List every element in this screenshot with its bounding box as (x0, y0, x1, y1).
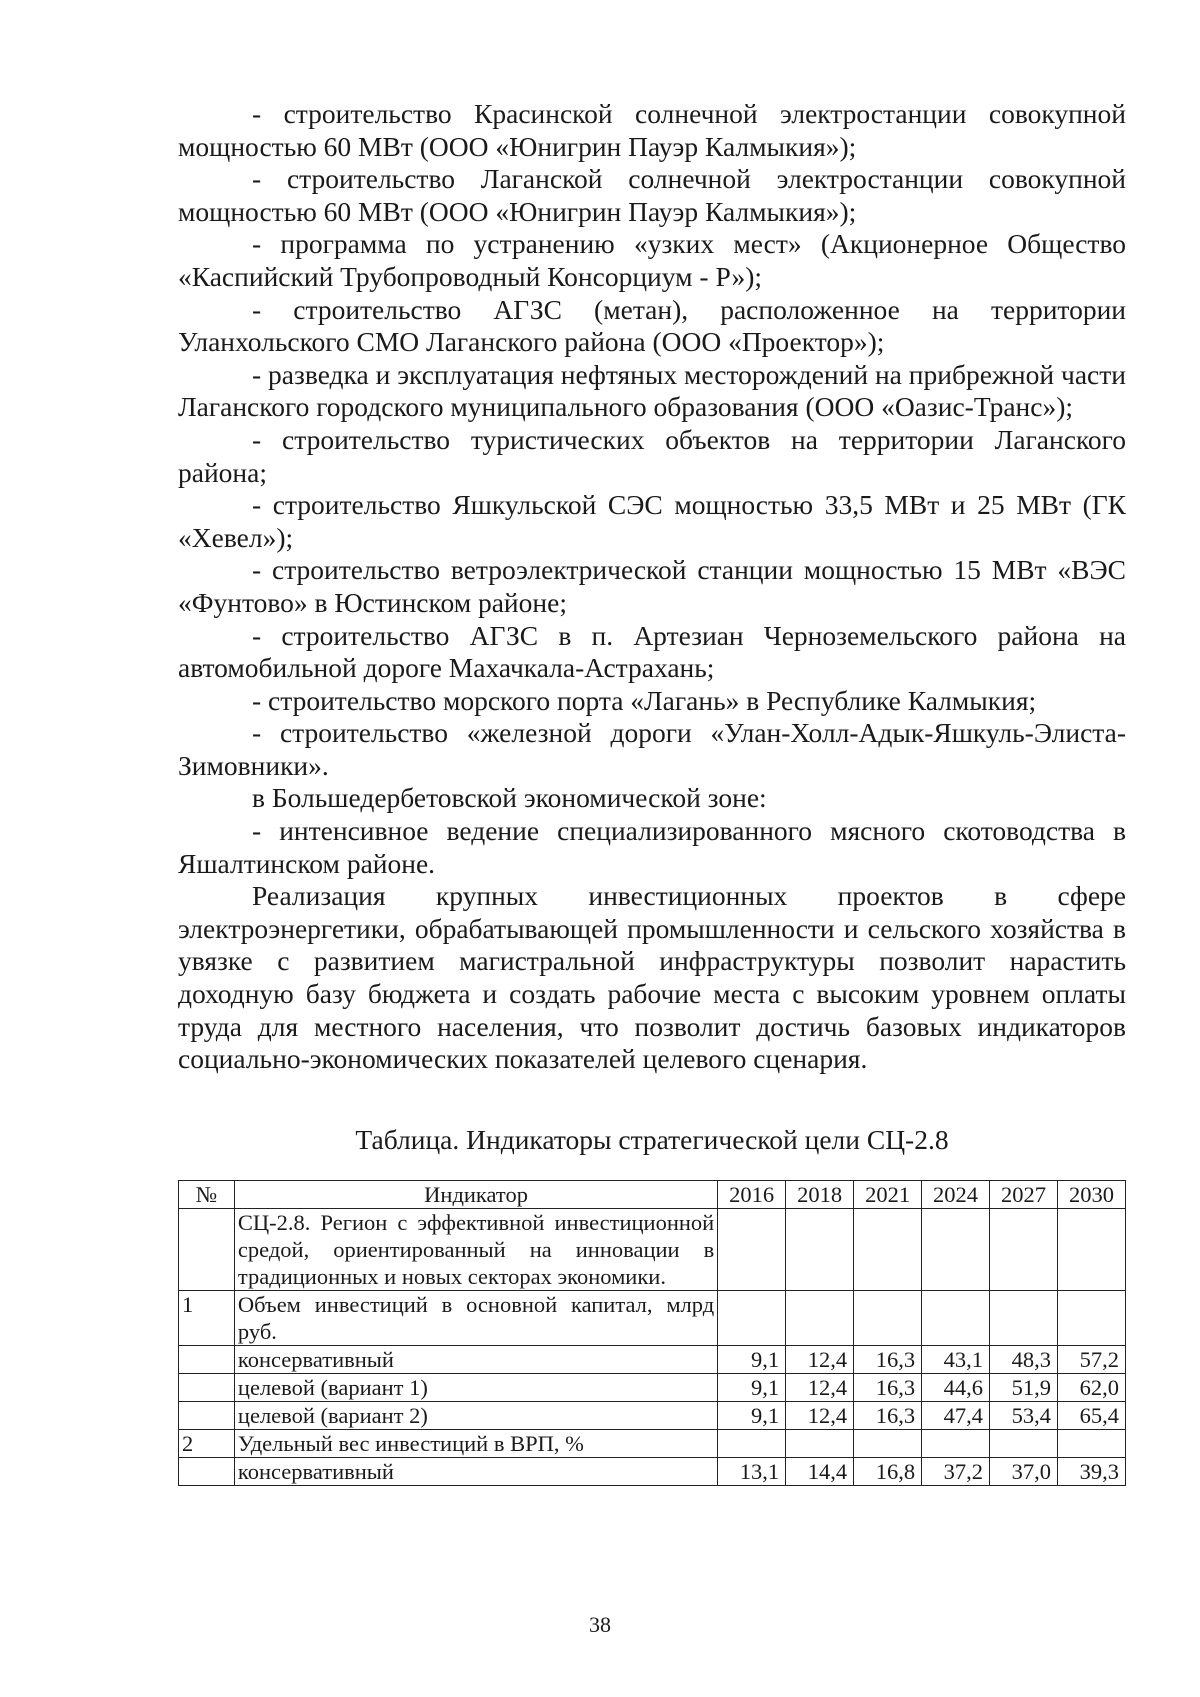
header-cell: 2030 (1057, 1180, 1125, 1208)
table-row (179, 1373, 1126, 1401)
value-cell: 9,1 (718, 1401, 786, 1429)
table-cell (179, 1208, 235, 1290)
value-cell: 14,4 (786, 1457, 854, 1485)
paragraph: - строительство ветроэлектрической станции мощностью 15 МВт «ВЭС «Фунтово» в Юстинском районе; (178, 554, 1126, 618)
value-cell: 12,4 (786, 1345, 854, 1373)
paragraph: - программа по устранению «узких мест» (Акционерное Общество «Каспийский Трубопроводный Консорциум - Р»); (178, 228, 1126, 292)
value-cell: 39,3 (1057, 1457, 1125, 1485)
table-row (179, 1429, 1126, 1457)
header-cell: 2021 (854, 1180, 922, 1208)
paragraph: - строительство АГЗС (метан), расположенное на территории Уланхольского СМО Лаганского района (ООО «Проектор»); (178, 293, 1126, 358)
paragraph: - строительство Красинской солнечной электростанции совокупной мощностью 60 МВт (ООО «Юнигрин Пауэр Калмыкия»); (178, 98, 1126, 162)
scenario-label: консервативный (234, 1345, 717, 1373)
paragraph: Реализация крупных инвестиционных проектов в сфере электроэнергетики, обрабатывающей промышленности и сельского хозяйства в увязке с развитием магистральной инфраструктуры позволит нарастить доходную базу бюджета и создать рабочие места с высоким уровнем оплаты труда для местного населения, что позволит достичь базовых индикаторов социально-экономических показателей целевого сценария. (178, 880, 1126, 1075)
value-cell: 37,2 (922, 1457, 990, 1485)
table-row (179, 1208, 1126, 1290)
paragraph: - строительство туристических объектов на территории Лаганского района; (178, 423, 1126, 488)
value-cell: 16,3 (854, 1401, 922, 1429)
table-row (179, 1457, 1126, 1485)
value-cell: 53,4 (990, 1401, 1058, 1429)
header-cell: 2018 (786, 1180, 854, 1208)
value-cell: 16,8 (854, 1457, 922, 1485)
value-cell: 16,3 (854, 1373, 922, 1401)
scenario-label: целевой (вариант 1) (234, 1373, 717, 1401)
value-cell: 9,1 (718, 1373, 786, 1401)
value-cell: 65,4 (1057, 1401, 1125, 1429)
paragraph: - интенсивное ведение специализированного мясного скотоводства в Яшалтинском районе. (178, 815, 1126, 879)
document-page (178, 98, 1126, 1486)
table-caption: Таблица. Индикаторы стратегической цели СЦ-2.8 (355, 1123, 949, 1155)
header-cell: Индикатор (234, 1180, 717, 1208)
table-row (179, 1345, 1126, 1373)
value-cell: 57,2 (1057, 1345, 1125, 1373)
paragraph: - строительство Яшкульской СЭС мощностью 33,5 МВт и 25 МВт (ГК «Хевел»); (178, 489, 1126, 553)
header-cell: 2024 (922, 1180, 990, 1208)
goal-description: СЦ-2.8. Регион с эффективной инвестиционной средой, ориентированный на инновации в традиционных и новых секторах экономики. (234, 1208, 717, 1290)
value-cell: 47,4 (922, 1401, 990, 1429)
page-number: 38 (589, 1612, 611, 1637)
value-cell: 12,4 (786, 1373, 854, 1401)
paragraph: - разведка и эксплуатация нефтяных месторождений на прибрежной части Лаганского городского муниципального образования (ООО «Оазис-Транс»); (178, 358, 1126, 423)
indicator-title: Объем инвестиций в основной капитал, млрд руб. (234, 1290, 717, 1345)
table-header-row (179, 1180, 1126, 1208)
scenario-label: целевой (вариант 2) (234, 1401, 717, 1429)
value-cell: 9,1 (718, 1345, 786, 1373)
header-cell: № (179, 1180, 235, 1208)
value-cell: 12,4 (786, 1401, 854, 1429)
indicator-title: Удельный вес инвестиций в ВРП, % (234, 1429, 717, 1457)
paragraph: - строительство морского порта «Лагань» в Республике Калмыкия; (252, 684, 1037, 716)
paragraph: в Большедербетовской экономической зоне: (252, 782, 767, 814)
value-cell: 51,9 (990, 1373, 1058, 1401)
value-cell: 43,1 (922, 1345, 990, 1373)
row-number: 2 (179, 1429, 235, 1457)
scenario-label: консервативный (234, 1457, 717, 1485)
paragraph: - строительство АГЗС в п. Артезиан Черноземельского района на автомобильной дороге Махачкала-Астрахань; (178, 619, 1126, 684)
value-cell: 16,3 (854, 1345, 922, 1373)
header-cell: 2016 (718, 1180, 786, 1208)
value-cell: 62,0 (1057, 1373, 1125, 1401)
table-row (179, 1290, 1126, 1345)
value-cell: 48,3 (990, 1345, 1058, 1373)
header-cell: 2027 (990, 1180, 1058, 1208)
row-number: 1 (179, 1290, 235, 1345)
indicators-table (178, 1180, 1126, 1486)
value-cell: 37,0 (990, 1457, 1058, 1485)
value-cell: 13,1 (718, 1457, 786, 1485)
paragraph: - строительство «железной дороги «Улан-Холл-Адык-Яшкуль-Элиста-Зимовники». (178, 717, 1126, 781)
value-cell: 44,6 (922, 1373, 990, 1401)
paragraph: - строительство Лаганской солнечной электростанции совокупной мощностью 60 МВт (ООО «Юнигрин Пауэр Калмыкия»); (178, 163, 1126, 227)
table-row (179, 1401, 1126, 1429)
